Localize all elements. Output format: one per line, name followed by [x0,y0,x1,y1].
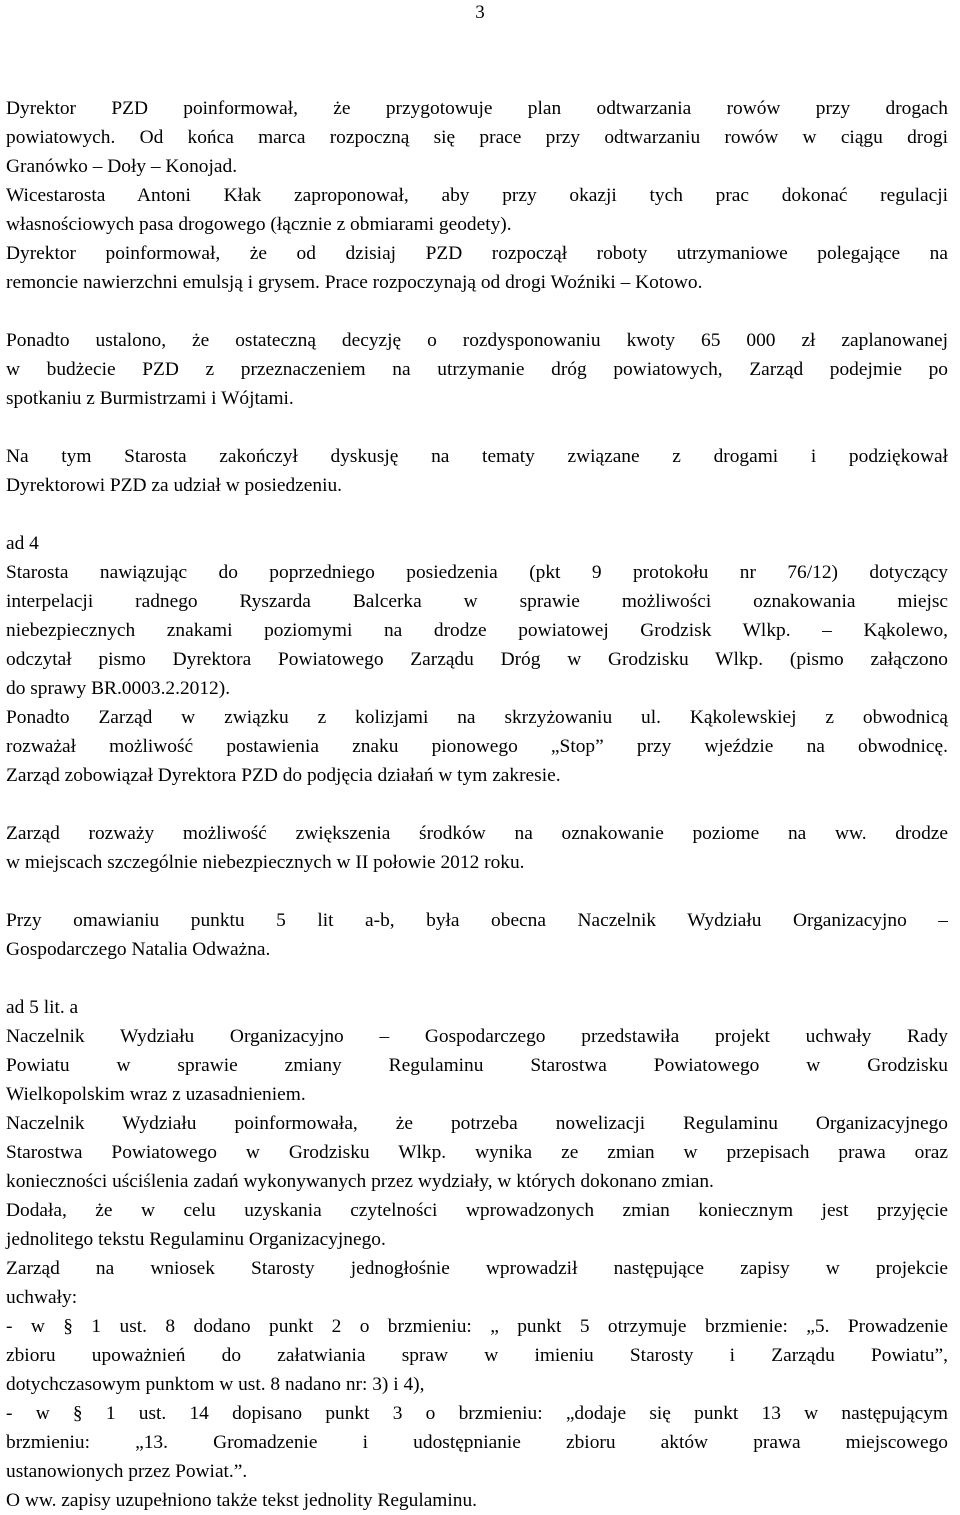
text-line: Starosta nawiązując do poprzedniego posiedzenia (pkt 9 protokołu nr 76/12) dotyczący [6,562,948,583]
paragraph [6,993,948,1515]
paragraph-gap [6,500,948,529]
text-line: Naczelnik Wydziału poinformowała, że potrzeba nowelizacji Regulaminu Organizacyjnego [6,1113,948,1134]
text-line: Wielkopolskim wraz z uzasadnieniem. [6,1084,306,1105]
text-line: Zarząd zobowiązał Dyrektora PZD do podjęcia działań w tym zakresie. [6,765,561,786]
text-line: odczytał pismo Dyrektora Powiatowego Zarządu Dróg w Grodzisku Wlkp. (pismo załączono [6,649,948,670]
text-line: w miejscach szczególnie niebezpiecznych w II połowie 2012 roku. [6,852,525,873]
text-line: - w § 1 ust. 8 dodano punkt 2 o brzmieniu: „ punkt 5 otrzymuje brzmienie: „5. Prowadzenie [6,1316,948,1337]
text-line: konieczności uściślenia zadań wykonywanych przez wydziały, w których dokonano zmian. [6,1171,714,1192]
paragraph-gap [6,297,948,326]
text-line: Ponadto ustalono, że ostateczną decyzję o rozdysponowaniu kwoty 65 000 zł zaplanowanej [6,330,948,351]
paragraph [6,326,948,413]
text-line: ad 5 lit. a [6,997,79,1018]
paragraph [6,819,948,877]
text-line: ustanowionych przez Powiat.”. [6,1461,248,1482]
text-line: - w § 1 ust. 14 dopisano punkt 3 o brzmieniu: „dodaje się punkt 13 w następującym [6,1403,948,1424]
text-line: Naczelnik Wydziału Organizacyjno – Gospodarczego przedstawiła projekt uchwały Rady [6,1026,948,1047]
paragraph [6,94,948,297]
text-line: rozważał możliwość postawienia znaku pionowego „Stop” przy wjeździe na obwodnicę. [6,736,948,757]
text-line: zbioru upoważnień do załatwiania spraw w imieniu Starosty i Zarządu Powiatu”, [6,1345,948,1366]
text-line: Granówko – Doły – Konojad. [6,156,238,177]
text-line: dotychczasowym punktom w ust. 8 nadano nr: 3) i 4), [6,1374,425,1395]
text-line: Na tym Starosta zakończył dyskusję na tematy związane z drogami i podziękował [6,446,948,467]
text-line: O ww. zapisy uzupełniono także tekst jednolity Regulaminu. [6,1490,478,1511]
paragraph-gap [6,413,948,442]
paragraph-gap [6,964,948,993]
paragraph [6,442,948,500]
paragraph-gap [6,877,948,906]
text-line: w budżecie PZD z przeznaczeniem na utrzymanie dróg powiatowych, Zarząd podejmie po [6,359,948,380]
text-line: interpelacji radnego Ryszarda Balcerka w sprawie możliwości oznakowania miejsc [6,591,948,612]
paragraph [6,906,948,964]
text-line: jednolitego tekstu Regulaminu Organizacyjnego. [6,1229,386,1250]
text-line: Dyrektor PZD poinformował, że przygotowuje plan odtwarzania rowów przy drogach [6,98,948,119]
text-line: ad 4 [6,533,39,554]
text-line: Zarząd rozważy możliwość zwiększenia środków na oznakowanie poziome na ww. drodze [6,823,948,844]
text-line: własnościowych pasa drogowego (łącznie z obmiarami geodety). [6,214,512,235]
text-line: Gospodarczego Natalia Odważna. [6,939,271,960]
text-line: niebezpiecznych znakami poziomymi na drodze powiatowej Grodzisk Wlkp. – Kąkolewo, [6,620,948,641]
text-line: brzmieniu: „13. Gromadzenie i udostępnianie zbioru aktów prawa miejscowego [6,1432,948,1453]
text-line: powiatowych. Od końca marca rozpoczną się prace przy odtwarzaniu rowów w ciągu drogi [6,127,948,148]
text-line: Ponadto Zarząd w związku z kolizjami na skrzyżowaniu ul. Kąkolewskiej z obwodnicą [6,707,948,728]
text-line: Starostwa Powiatowego w Grodzisku Wlkp. wynika ze zmian w przepisach prawa oraz [6,1142,948,1163]
text-line: Dodała, że w celu uzyskania czytelności wprowadzonych zmian koniecznym jest przyjęcie [6,1200,948,1221]
text-line: do sprawy BR.0003.2.2012). [6,678,231,699]
page-number: 3 [475,2,485,23]
text-line: Zarząd na wniosek Starosty jednogłośnie wprowadził następujące zapisy w projekcie [6,1258,948,1279]
paragraph-gap [6,790,948,819]
text-line: Powiatu w sprawie zmiany Regulaminu Starostwa Powiatowego w Grodzisku [6,1055,948,1076]
text-line: spotkaniu z Burmistrzami i Wójtami. [6,388,294,409]
paragraph [6,529,948,790]
text-line: Dyrektor poinformował, że od dzisiaj PZD rozpoczął roboty utrzymaniowe polegające na [6,243,948,264]
text-line: Dyrektorowi PZD za udział w posiedzeniu. [6,475,343,496]
text-line: uchwały: [6,1287,78,1308]
text-line: remoncie nawierzchni emulsją i grysem. Prace rozpoczynają od drogi Woźniki – Kotowo. [6,272,703,293]
text-line: Przy omawianiu punktu 5 lit a-b, była obecna Naczelnik Wydziału Organizacyjno – [6,910,948,931]
text-line: Wicestarosta Antoni Kłak zaproponował, aby przy okazji tych prac dokonać regulacji [6,185,948,206]
document-body [6,94,948,1515]
